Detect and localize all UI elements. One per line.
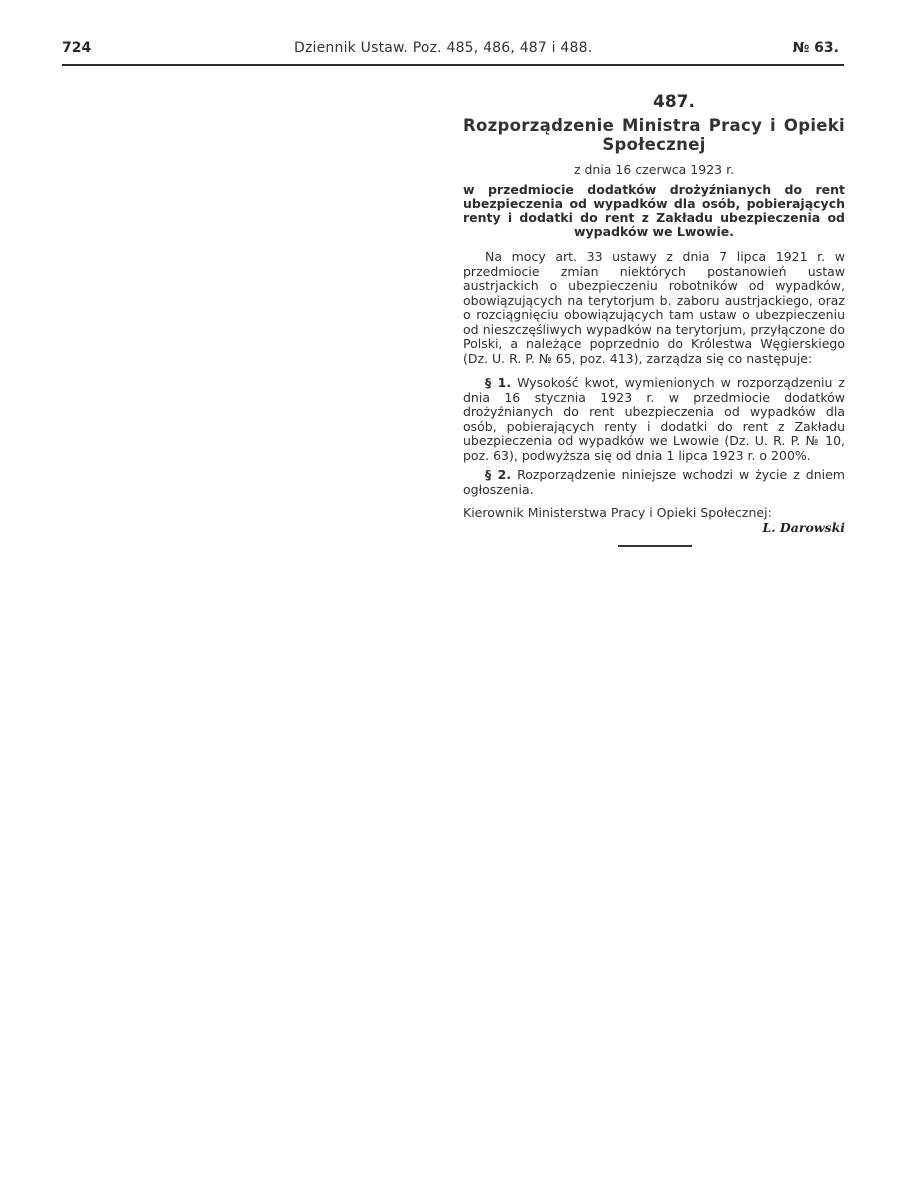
intro-paragraph: Na mocy art. 33 ustawy z dnia 7 lipca 1921 r. w przedmiocie zmian niektórych postanowień ustaw austrjackich o ubezpieczeniu robotników od wypadków, obowiązujących na terytorjum b. zaboru austrjackiego, oraz o rozciągnięciu obowiązujących tam ustaw o ubezpieczeniu od nieszczęśliwych wypadków na terytorjum, przyłączone do Polski, a należące poprzednio do Królestwa Węgierskiego (Dz. U. R. P. № 65, poz. 413), zarządza się co następuje: xyxy=(463,249,845,366)
page-number: 724 xyxy=(62,40,92,56)
paragraph-1 xyxy=(463,376,845,463)
document-subject: w przedmiocie dodatków drożyźnianych do rent ubezpieczenia od wypadków dla osób, pobierających renty i dodatki do rent z Zakładu ubezpieczenia od wypadków we Lwowie. xyxy=(463,182,845,239)
paragraph-1-label: § 1. xyxy=(485,375,512,390)
document-body xyxy=(463,250,845,497)
end-divider xyxy=(618,545,692,547)
signatory-role: Kierownik Ministerstwa Pracy i Opieki Społecznej: xyxy=(463,505,772,520)
paragraph-2-text: Rozporządzenie niniejsze wchodzi w życie z dniem ogłoszenia. xyxy=(463,467,845,497)
issue-number: № 63. xyxy=(792,40,839,56)
header-divider xyxy=(62,64,844,66)
document-title: Rozporządzenie Ministra Pracy i Opieki Społecznej xyxy=(463,116,845,154)
paragraph-1-text: Wysokość kwot, wymienionych w rozporządzeniu z dnia 16 stycznia 1923 r. w przedmiocie dodatków drożyźnianych do rent ubezpieczenia od wypadków dla osób, pobierających renty i dodatki do rent z Zakładu ubezpieczenia od wypadków we Lwowie (Dz. U. R. P. № 10, poz. 63), podwyższa się od dnia 1 lipca 1923 r. o 200%. xyxy=(463,375,845,463)
document-column xyxy=(463,92,845,547)
paragraph-2 xyxy=(463,468,845,497)
document-date: z dnia 16 czerwca 1923 r. xyxy=(573,162,735,177)
signatory-name: L. Darowski xyxy=(762,520,845,535)
journal-title: Dziennik Ustaw. Poz. 485, 486, 487 i 488. xyxy=(294,40,593,56)
position-number: 487. xyxy=(653,92,695,112)
paragraph-2-label: § 2. xyxy=(485,467,512,482)
page-header xyxy=(62,40,847,66)
